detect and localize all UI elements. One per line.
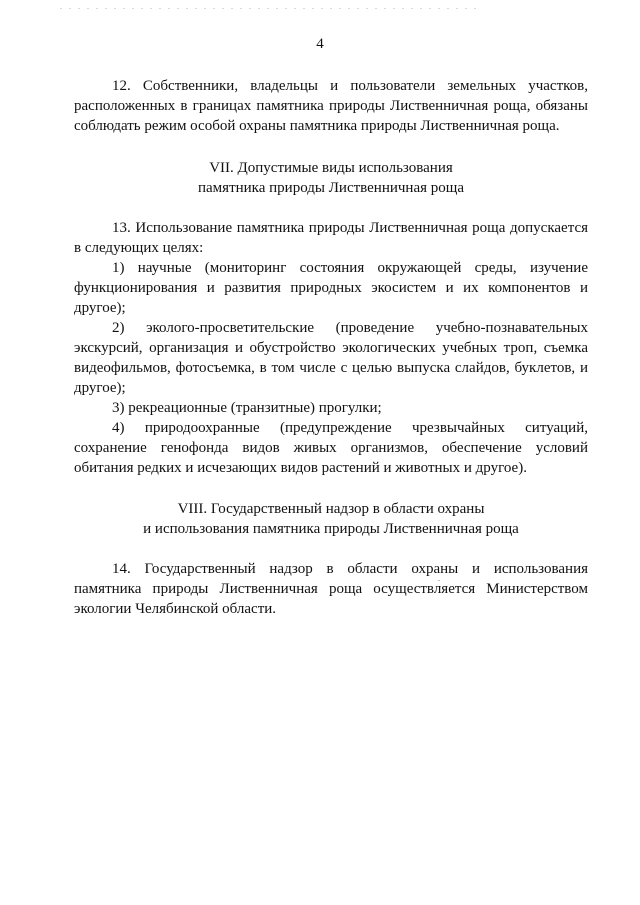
page-number: 4 bbox=[316, 36, 324, 52]
section-heading-viii bbox=[74, 499, 588, 539]
list-item-4: 4) природоохранные (предупреждение чрезвычайных ситуаций, сохранение генофонда видов живых организмов, обеспечение условий обитания редких и исчезающих видов растений и животных и другое). bbox=[74, 420, 588, 476]
list-item-2: 2) эколого-просветительские (проведение учебно-познавательных экскурсий, организация и обустройство экологических учебных троп, съемка видеофильмов, фотосъемка, в том числе с целью выпуска слайдов, буклетов, и другое); bbox=[74, 320, 588, 396]
section-heading-vii-line1: VII. Допустимые виды использования bbox=[209, 160, 453, 176]
section-heading-vii bbox=[74, 158, 588, 198]
paragraph-13: 13. Использование памятника природы Лиственничная роща допускается в следующих целях: bbox=[74, 220, 588, 256]
paragraph-12: 12. Собственники, владельцы и пользователи земельных участков, расположенных в границах памятника природы Лиственничная роща, обязаны соблюдать режим особой охраны памятника природы Лиственничная роща. bbox=[74, 78, 588, 134]
scan-artifact-line bbox=[60, 8, 480, 9]
scan-speck bbox=[438, 580, 440, 581]
paragraph-14: 14. Государственный надзор в области охраны и использования памятника природы Лиственничная роща осуществляется Министерством экологии Челябинской области. bbox=[74, 561, 588, 617]
section-heading-viii-line2: и использования памятника природы Лиственничная роща bbox=[143, 521, 519, 537]
document-body bbox=[74, 76, 588, 619]
section-heading-viii-line1: VIII. Государственный надзор в области охраны bbox=[177, 501, 485, 517]
section-heading-vii-line2: памятника природы Лиственничная роща bbox=[198, 180, 464, 196]
list-item-1: 1) научные (мониторинг состояния окружающей среды, изучение функционирования и развития природных экосистем и их компонентов и другое); bbox=[74, 260, 588, 316]
list-item-3: 3) рекреационные (транзитные) прогулки; bbox=[112, 400, 382, 416]
